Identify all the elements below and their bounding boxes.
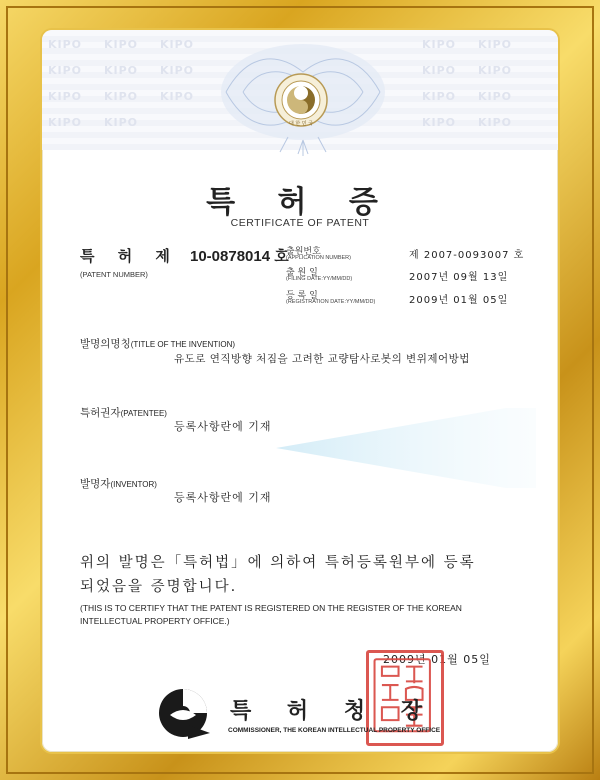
- kipo-logo-icon: [148, 685, 218, 745]
- watermark-text: KIPO: [422, 116, 457, 129]
- registration-date-label: 등 록 일: [286, 291, 318, 301]
- patent-number-label: 특 허 제: [80, 247, 179, 265]
- patent-number-value: 10-0878014 호: [190, 248, 289, 265]
- certification-text-en-line1: (THIS IS TO CERTIFY THAT THE PATENT IS REGISTERED ON THE REGISTER OF THE KOREAN: [80, 603, 462, 613]
- invention-title-value: 유도로 연직방향 처짐을 고려한 교량탐사로봇의 변위제어방법: [174, 353, 470, 365]
- certificate-paper: [42, 30, 558, 752]
- watermark-text: KIPO: [104, 64, 139, 77]
- certification-text-line1: 위의 발명은「특허법」에 의하여 특허등록원부에 등록: [80, 555, 476, 571]
- certification-text-en-line2: INTELLECTUAL PROPERTY OFFICE.): [80, 616, 230, 626]
- patentee-label: [80, 405, 167, 420]
- issuer-title-en: COMMISSIONER, THE KOREAN INTELLECTUAL PROPERTY OFFICE: [228, 727, 441, 734]
- registration-date-value: 2009년 01월 05일: [409, 295, 509, 306]
- watermark-text: KIPO: [160, 64, 195, 77]
- registration-date-label-en: (REGISTRATION DATE:YY/MM/DD): [286, 299, 376, 305]
- issuer-title: 특 허 청 장: [230, 699, 436, 724]
- application-number-value: 제 2007-0093007 호: [409, 250, 525, 261]
- emblem-ring-text: 대 한 민 국: [288, 121, 314, 127]
- holographic-light-streak: [276, 408, 536, 488]
- korean-taegeuk-emblem-icon: [273, 72, 329, 128]
- watermark-text: KIPO: [160, 38, 195, 51]
- inventor-value: 등록사항란에 기재: [174, 491, 272, 504]
- watermark-text: KIPO: [160, 90, 195, 103]
- watermark-text: KIPO: [48, 38, 83, 51]
- page-subtitle: CERTIFICATE OF PATENT: [230, 217, 370, 229]
- issue-date: 2009년 01월 05일: [383, 653, 491, 666]
- invention-title-label-ko: 발명의명칭: [80, 338, 131, 350]
- watermark-text: KIPO: [422, 64, 457, 77]
- filing-date-label: 출 원 일: [286, 268, 318, 278]
- patentee-label-ko: 특허권자: [80, 407, 121, 419]
- application-number-label: 출원번호: [286, 247, 321, 257]
- watermark-text: KIPO: [104, 38, 139, 51]
- watermark-text: KIPO: [478, 64, 513, 77]
- watermark-text: KIPO: [48, 64, 83, 77]
- watermark-text: KIPO: [422, 90, 457, 103]
- watermark-text: KIPO: [478, 38, 513, 51]
- filing-date-value: 2007년 09월 13일: [409, 272, 509, 283]
- watermark-text: KIPO: [478, 90, 513, 103]
- watermark-text: KIPO: [104, 90, 139, 103]
- inventor-label-en: (INVENTOR): [110, 480, 157, 489]
- watermark-text: KIPO: [104, 116, 139, 129]
- invention-title-label: [80, 336, 235, 351]
- inventor-label-ko: 발명자: [80, 478, 111, 490]
- watermark-text: KIPO: [48, 90, 83, 103]
- patent-number-label-en: (PATENT NUMBER): [80, 270, 148, 279]
- certification-text-line2: 되었음을 증명합니다.: [80, 579, 238, 595]
- patentee-value: 등록사항란에 기재: [174, 420, 272, 433]
- inventor-label: [80, 476, 157, 491]
- watermark-text: KIPO: [478, 116, 513, 129]
- page-title: 특 허 증: [206, 185, 394, 220]
- filing-date-label-en: (FILING DATE:YY/MM/DD): [286, 276, 353, 282]
- watermark-text: KIPO: [422, 38, 457, 51]
- watermark-text: KIPO: [48, 116, 83, 129]
- invention-title-label-en: (TITLE OF THE INVENTION): [130, 340, 236, 349]
- application-number-label-en: (APPLICATION NUMBER): [286, 255, 351, 261]
- patentee-label-en: (PATENTEE): [120, 409, 167, 418]
